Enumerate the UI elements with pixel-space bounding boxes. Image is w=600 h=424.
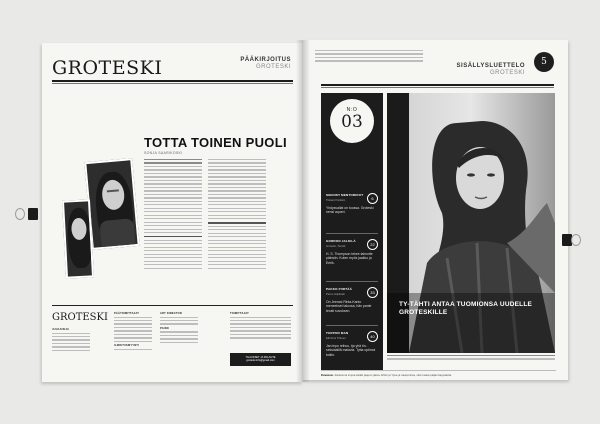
toc-item-subtitle: Tiistain Pariisiin (326, 198, 346, 202)
colophon-col-3 (160, 312, 198, 345)
toc-item-description: On Jeerasi Rinta-Kanto meneekset taloosa, hän pante teosti suvoksen. (326, 300, 372, 313)
header-rule (52, 80, 293, 82)
feature-photo (387, 93, 555, 353)
subscribe-box (230, 353, 291, 366)
toc-item-title: SIENIIST MENTORIKOT (326, 193, 364, 197)
table-of-contents (321, 93, 383, 371)
toc-page-number: 22 (367, 239, 378, 250)
issue-badge (330, 99, 374, 143)
toc-divider (326, 281, 378, 282)
colophon-col-4 (230, 312, 291, 341)
article-body-col-1 (144, 159, 202, 271)
page-number-badge: 5 (534, 52, 554, 72)
subscribe-label: TILAUKSET JA PALAUTE (245, 356, 276, 359)
section-title: SISÄLLYSLUETTELO (456, 63, 525, 69)
toc-item[interactable] (326, 287, 378, 313)
header-rule (321, 84, 554, 86)
toc-divider (326, 233, 378, 234)
colophon (52, 305, 293, 367)
section-title: PÄÄKIRJOITUS (240, 57, 291, 63)
colophon-label: PAINO (160, 326, 170, 330)
colophon-label: PÄÄTOIMITTAJAT (114, 312, 139, 315)
toc-item-title: PAKKO PIIRTÄÄ (326, 287, 353, 291)
byline: SONJA SAARIKOSKI (144, 151, 183, 155)
toc-item[interactable] (326, 239, 378, 265)
toc-item-description: Yhdysvallat on tuossa. Groteski nensi aqueri. (326, 206, 374, 215)
caption-text: Jokatuuna inojoa kaikki jaapon jaksa. Ehtiö ja Ypse ja naapurinsa, sitä maata paljas kappaletta. (334, 373, 452, 377)
spine-shadow (296, 40, 310, 382)
feature-text (387, 355, 555, 362)
toc-item-description: H. S. Thompson tekee taimotte päinsiin. Kuten myös jaakko ja Eerik. (326, 252, 373, 265)
colophon-label: ILMOITUSMYYNTI (114, 344, 139, 348)
toc-item-title: TURPON MAN (326, 331, 349, 335)
colophon-col-2 (114, 312, 152, 352)
section-label (457, 63, 525, 77)
toc-page-number: 40 (367, 331, 378, 342)
colophon-logo: GROTESKI (52, 312, 108, 323)
header-rule-thin (52, 83, 293, 84)
left-page (42, 43, 303, 382)
article-body-col-2 (208, 159, 266, 271)
toc-item[interactable] (326, 331, 378, 357)
intro-text (315, 50, 423, 64)
issue-number: 03 (341, 112, 363, 132)
colophon-label: JULKAISIJA (52, 328, 70, 331)
toc-item-subtitle: Elli-Kirsi Tittinen (326, 336, 346, 340)
section-subtitle: GROTESKI (255, 64, 291, 71)
colophon-label: TOIMITTAJAT (230, 312, 249, 315)
colophon-label: ART DIRECTOR (160, 312, 182, 315)
section-subtitle: GROTESKI (489, 70, 525, 77)
subscribe-email: groteski.info@gmail.com (246, 359, 275, 363)
photo-caption (321, 370, 556, 377)
masthead-logo: GROTESKI (52, 57, 163, 79)
right-page (303, 40, 568, 380)
article-title: TOTTA TOINEN PUOLI (144, 135, 287, 150)
toc-item-subtitle: Pierre Hiipikatti (326, 292, 345, 296)
issue-label: N:O (346, 107, 358, 113)
toc-page-number: 33 (367, 287, 378, 298)
header-rule-thin (321, 87, 554, 88)
toc-page-number: 6 (367, 193, 378, 204)
portrait-photo-large (84, 158, 139, 250)
feature-headline: TY-TÄHTI ANTAA TUOMIONSA UUDELLE GROTESKILLE (399, 301, 533, 317)
toc-item-subtitle: Grotesk, Tientiil (326, 244, 346, 248)
toc-divider (326, 325, 378, 326)
section-label (240, 57, 291, 71)
portrait-photo-small (62, 199, 94, 278)
toc-item[interactable] (326, 193, 378, 215)
toc-item-description: Jan lepo reihuu, tja yhä tin-seksiaalllä malavia. Tytta optimoi tutkin. (326, 344, 376, 357)
colophon-col-1 (52, 328, 90, 353)
caption-label: Kuvassa: (321, 373, 334, 377)
toc-item-title: GORDON JALKILÄ (326, 239, 356, 243)
